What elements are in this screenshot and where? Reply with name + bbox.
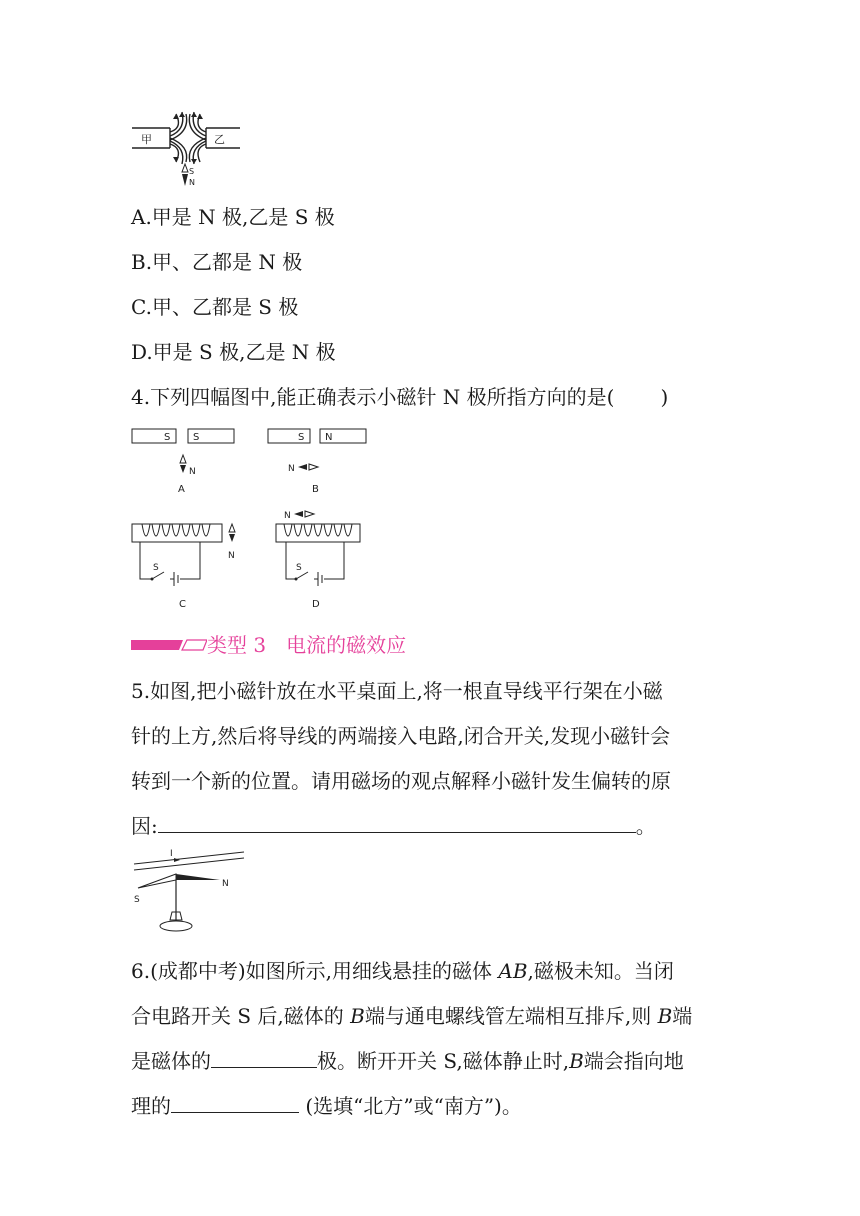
q6-text: 端与通电螺线管左端相互排斥,则: [364, 1004, 658, 1028]
needle-b-label: N: [288, 464, 295, 474]
q6-ab: AB: [498, 959, 528, 983]
magnet-b1-label: S: [298, 432, 305, 443]
q4-figure-d: [272, 504, 368, 612]
q4-figure-c: [128, 514, 248, 612]
section-bar-icon: [131, 637, 207, 653]
magnet-jia-label: 甲: [141, 133, 152, 146]
needle-n-label: N: [189, 178, 195, 187]
q6-text: 是磁体的: [131, 1049, 211, 1073]
q6-line-1: [131, 949, 741, 994]
option-d: D.甲是 S 极,乙是 N 极: [131, 340, 336, 364]
needle-a-label: N: [189, 467, 196, 477]
q5-line4-start: 因:: [131, 814, 158, 838]
q6-line-4: [131, 1084, 741, 1129]
q5-line-1: 5.如图,把小磁针放在水平桌面上,将一根直导线平行架在小磁: [131, 679, 663, 703]
option-a: A.甲是 N 极,乙是 S 极: [131, 205, 335, 229]
q5-line-2: 针的上方,然后将导线的两端接入电路,闭合开关,发现小磁针会: [131, 724, 671, 748]
switch-c-label: S: [153, 563, 159, 573]
section-title: 类型 3 电流的磁效应: [207, 633, 407, 657]
needle-d-label: N: [284, 511, 291, 521]
caption-b: B: [312, 484, 319, 495]
q5-figure: [128, 842, 252, 938]
caption-d: D: [312, 599, 320, 610]
question-4-stem: [131, 383, 668, 411]
q4-paren-close: ): [660, 385, 669, 409]
option-c: C.甲、乙都是 S 极: [131, 295, 299, 319]
q4-figure-a: [130, 426, 240, 500]
magnet-b2-label: N: [325, 432, 333, 443]
q6-blank-1[interactable]: [211, 1047, 317, 1068]
q3-magnet-figure: [128, 108, 248, 190]
q6-text: 极。断开开关 S,磁体静止时,: [317, 1049, 570, 1073]
caption-a: A: [178, 484, 185, 495]
q6-text: 理的: [131, 1094, 171, 1118]
question-6: [131, 949, 741, 1129]
q6-b: B: [350, 1004, 365, 1028]
question-5: [131, 669, 741, 849]
q6-text: (选填“北方”或“南方”)。: [299, 1094, 522, 1118]
magnet-a2-label: S: [193, 432, 200, 443]
switch-d-label: S: [296, 563, 302, 573]
magnet-yi-label: 乙: [214, 133, 225, 146]
q5-answer-blank[interactable]: [158, 812, 636, 833]
magnet-a1-label: S: [164, 432, 171, 443]
needle-c-label: N: [228, 551, 235, 561]
q5-line4-end: 。: [635, 814, 656, 838]
needle-s-label: S: [189, 167, 195, 176]
q6-text: 6.(成都中考)如图所示,用细线悬挂的磁体: [131, 959, 499, 983]
section-header: [131, 631, 461, 661]
q6-b: B: [569, 1049, 584, 1073]
caption-c: C: [179, 599, 186, 610]
q6-text: ,磁极未知。当闭: [527, 959, 674, 983]
q6-blank-2[interactable]: [171, 1092, 299, 1113]
needle-n-label-q5: N: [222, 879, 229, 889]
current-label: I: [170, 849, 173, 859]
q6-line-3: [131, 1039, 741, 1084]
q5-line-3: 转到一个新的位置。请用磁场的观点解释小磁针发生偏转的原: [131, 769, 671, 793]
q6-b: B: [657, 1004, 673, 1028]
q4-figure-b: [266, 426, 370, 500]
q6-line-2: [131, 994, 741, 1039]
q6-text: 端: [672, 1004, 693, 1028]
q6-text: 端会指向地: [583, 1049, 684, 1073]
q4-stem-text: 4.下列四幅图中,能正确表示小磁针 N 极所指方向的是(: [131, 385, 615, 409]
q6-text: 合电路开关 S 后,磁体的: [131, 1004, 351, 1028]
needle-s-label-q5: S: [134, 895, 140, 905]
option-b: B.甲、乙都是 N 极: [131, 250, 303, 274]
